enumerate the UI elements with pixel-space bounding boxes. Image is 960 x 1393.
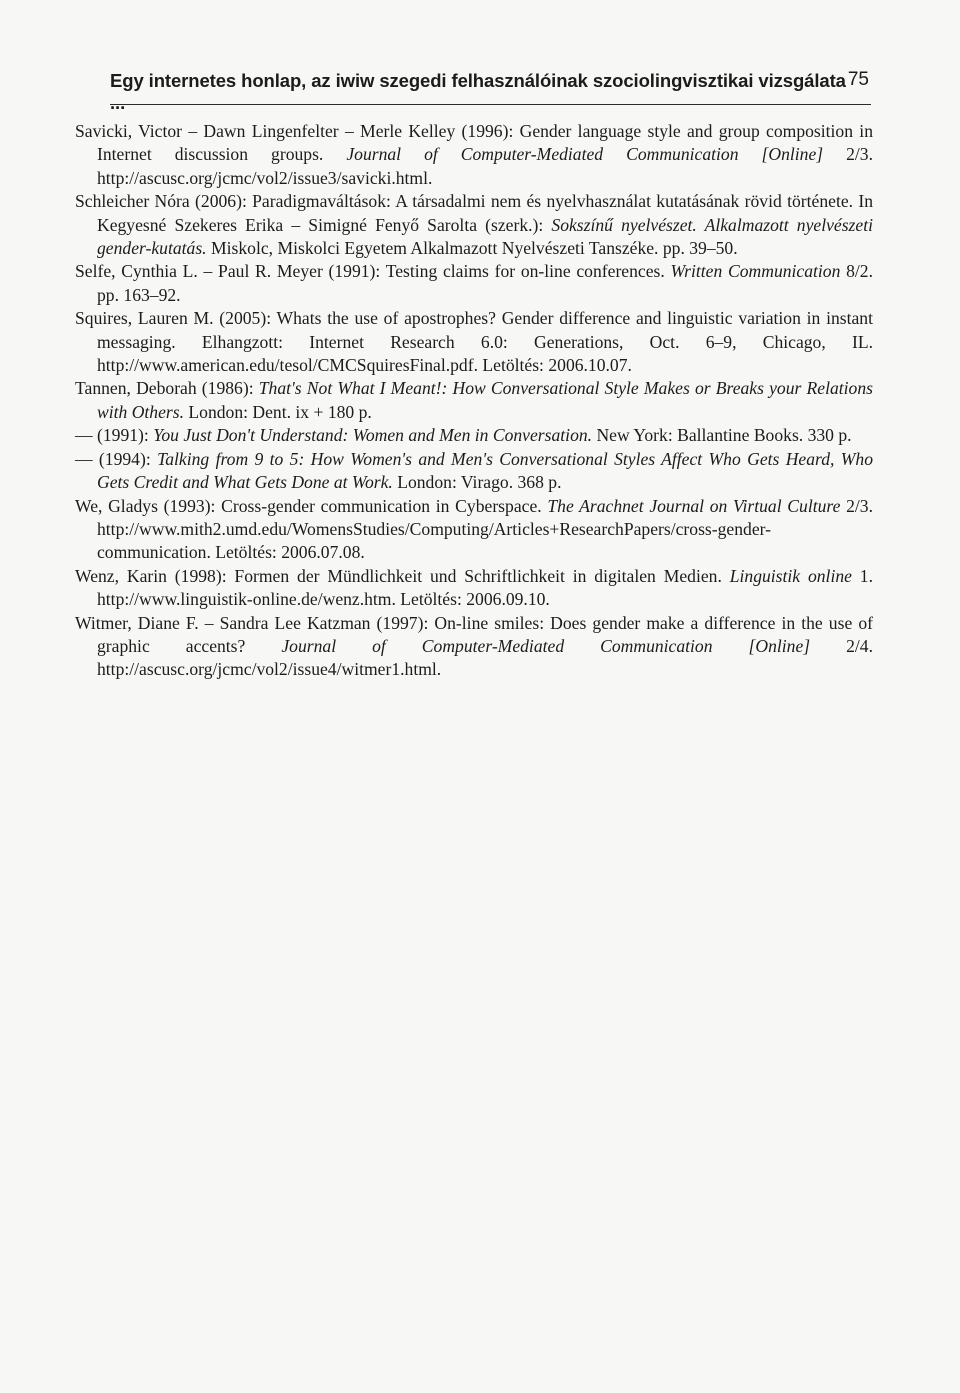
reference-entry: We, Gladys (1993): Cross-gender communication in Cyberspace. The Arachnet Journal on Virtual Culture 2/3. http://www.mith2.umd.edu/WomensStudies/Computing/Articles+ResearchPapers/cross-gender-communication. Letöltés: 2006.07.08. <box>75 495 873 563</box>
reference-entry: Tannen, Deborah (1986): That's Not What I Meant!: How Conversational Style Makes or Breaks your Relations with Others. London: Dent. ix + 180 p. <box>75 378 873 422</box>
running-header <box>110 62 871 113</box>
reference-entry: Selfe, Cynthia L. – Paul R. Meyer (1991): Testing claims for on-line conferences. Written Communication 8/2. pp. 163–92. <box>75 261 873 305</box>
reference-entry: Squires, Lauren M. (2005): Whats the use of apostrophes? Gender difference and linguistic variation in instant messaging. Elhangzott: Internet Research 6.0: Generations, Oct. 6–9, Chicago, IL. http://www.american.edu/tesol/CMCSquiresFinal.pdf. Letöltés: 2006.10.07. <box>75 308 873 376</box>
reference-entry: — (1991): You Just Don't Understand: Women and Men in Conversation. New York: Ballantine Books. 330 p. <box>75 425 852 446</box>
reference-entry: Wenz, Karin (1998): Formen der Mündlichkeit und Schriftlichkeit in digitalen Medien. Linguistik online 1. http://www.linguistik-online.de/wenz.htm. Letöltés: 2006.09.10. <box>75 565 873 610</box>
reference-entry: Savicki, Victor – Dawn Lingenfelter – Merle Kelley (1996): Gender language style and group composition in Internet discussion groups. Journal of Computer-Mediated Communication [Online] 2/3. http://ascusc.org/jcmc/vol2/issue3/savicki.html. <box>75 121 873 188</box>
reference-entry: Witmer, Diane F. – Sandra Lee Katzman (1997): On-line smiles: Does gender make a difference in the use of graphic accents? Journal of Computer-Mediated Communication [Online] 2/4. http://ascusc.org/jcmc/vol2/issue4/witmer1.html. <box>75 612 873 680</box>
reference-entry: — (1994): Talking from 9 to 5: How Women's and Men's Conversational Styles Affect Who Gets Heard, Who Gets Credit and What Gets Done at Work. London: Virago. 368 p. <box>75 448 873 493</box>
page-number: 75 <box>847 69 869 90</box>
running-title: Egy internetes honlap, az iwiw szegedi felhasználóinak szociolingvisztikai vizsgálata ... <box>110 70 846 113</box>
reference-list <box>75 120 873 682</box>
reference-entry: Schleicher Nóra (2006): Paradigmaváltások: A társadalmi nem és nyelvhasználat kutatásának rövid története. In Kegyesné Szekeres Erika – Simigné Fenyő Sarolta (szerk.): Sokszínű nyelvészet. Alkalmazott nyelvészeti gender-kutatás. Miskolc, Miskolci Egyetem Alkalmazott Nyelvészeti Tanszéke. pp. 39–50. <box>75 191 873 259</box>
